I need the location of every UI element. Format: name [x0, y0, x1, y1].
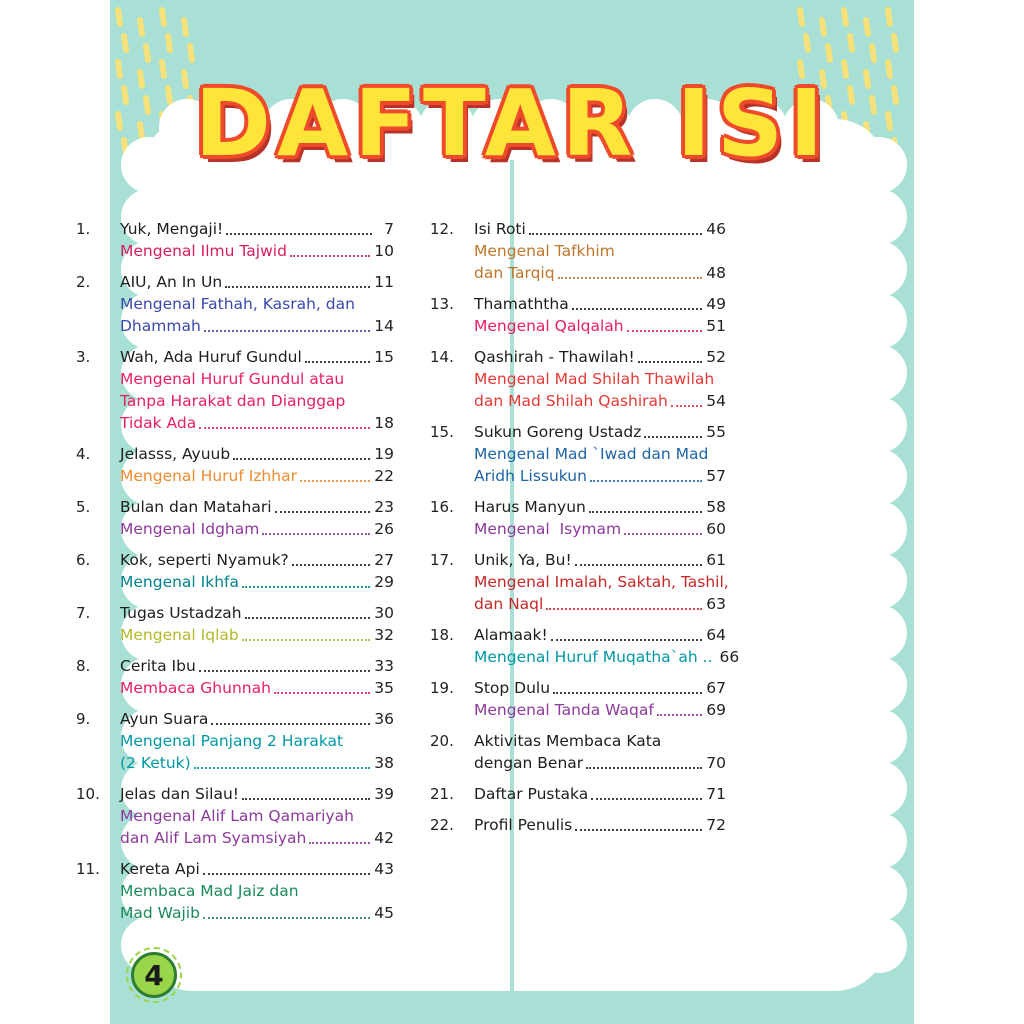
toc-dot-leader: [591, 798, 702, 800]
toc-entry-number: 22.: [430, 816, 454, 834]
toc-entry-number: 5.: [76, 498, 91, 516]
toc-subtitle: Mengenal Panjang 2 Harakat: [120, 732, 344, 750]
toc-subtitle-line: [474, 368, 726, 390]
toc-chapter-title: AIU, An In Un: [120, 273, 223, 291]
toc-subtitle-line: [120, 730, 394, 752]
toc-subtitle: (2 Ketuk): [120, 754, 191, 772]
toc-entry-number: 14.: [430, 348, 454, 366]
toc-page-number: 38: [374, 754, 394, 772]
page-number: 4: [144, 958, 164, 992]
toc-entry[interactable]: [430, 346, 726, 412]
decorative-dash: [894, 36, 896, 50]
toc-chapter-title-line: [120, 783, 394, 805]
toc-entry-number: 7.: [76, 604, 91, 622]
toc-subtitle: dan Naql: [474, 595, 544, 613]
toc-dot-leader: [638, 361, 703, 363]
toc-entry-number: 16.: [430, 498, 454, 516]
toc-chapter-title-line: [120, 858, 394, 880]
toc-page-number: 46: [706, 220, 726, 238]
toc-page-number: 22: [374, 467, 394, 485]
toc-subtitle: Mengenal Imalah, Saktah, Tashil,: [474, 573, 729, 591]
decorative-dash: [162, 10, 164, 24]
toc-page-number: 15: [374, 348, 394, 366]
toc-subtitle-line: [474, 443, 726, 465]
toc-dot-leader: [589, 511, 702, 513]
toc-subtitle-line: [120, 902, 394, 924]
toc-page-number: 32: [374, 626, 394, 644]
toc-subtitle-line: [120, 805, 394, 827]
toc-chapter-title: Yuk, Mengaji!: [120, 220, 224, 238]
decorative-dash: [124, 36, 126, 50]
toc-subtitle: Mengenal Idgham: [120, 520, 260, 538]
toc-page-number: 67: [706, 679, 726, 697]
decorative-dash: [800, 10, 802, 24]
toc-dot-leader: [671, 405, 702, 407]
toc-page-number: 14: [374, 317, 394, 335]
toc-chapter-title-line: [474, 783, 726, 805]
toc-entry-number: 9.: [76, 710, 91, 728]
toc-chapter-title: Profil Penulis: [474, 816, 573, 834]
toc-subtitle: Dhammah: [120, 317, 201, 335]
decorative-dash: [872, 46, 874, 60]
toc-dot-leader: [309, 842, 370, 844]
toc-dot-leader: [546, 608, 702, 610]
decorative-dash: [118, 10, 120, 24]
toc-dot-leader: [203, 873, 371, 875]
toc-page-number: 60: [706, 520, 726, 538]
toc-subtitle-line: [474, 646, 740, 668]
toc-entry-number: 10.: [76, 785, 100, 803]
toc-subtitle-line: [474, 240, 726, 262]
decorative-dash: [888, 10, 890, 24]
toc-subtitle-line: [120, 571, 394, 593]
toc-subtitle: dengan Benar: [474, 754, 584, 772]
toc-entry-number: 18.: [430, 626, 454, 644]
toc-subtitle-line: [120, 677, 394, 699]
toc-dot-leader: [586, 767, 702, 769]
toc-subtitle-line: [120, 315, 394, 337]
toc-dot-leader: [274, 692, 370, 694]
toc-page-number: 48: [706, 264, 726, 282]
toc-subtitle: dan Alif Lam Syamsiyah: [120, 829, 307, 847]
toc-page-number: 63: [706, 595, 726, 613]
toc-dot-leader: [242, 586, 370, 588]
toc-subtitle: Mengenal Ilmu Tajwid: [120, 242, 287, 260]
toc-subtitle: Mengenal Ikhfa: [120, 573, 239, 591]
toc-chapter-title: Daftar Pustaka: [474, 785, 589, 803]
toc-dot-leader: [262, 533, 370, 535]
toc-page-number: 23: [374, 498, 394, 516]
toc-page-number: 33: [374, 657, 394, 675]
toc-dot-leader: [211, 723, 370, 725]
toc-chapter-title: Cerita Ibu: [120, 657, 196, 675]
toc-subtitle: Aridh Lissukun: [474, 467, 587, 485]
toc-subtitle-line: [474, 518, 726, 540]
toc-chapter-title-line: [474, 549, 726, 571]
toc-dot-leader: [300, 480, 370, 482]
toc-chapter-title: Bulan dan Matahari: [120, 498, 272, 516]
toc-subtitle: Mengenal Qalqalah: [474, 317, 624, 335]
toc-entry[interactable]: [76, 858, 394, 924]
toc-entry-number: 15.: [430, 423, 454, 441]
toc-entry-number: 19.: [430, 679, 454, 697]
toc-subtitle-line: [120, 240, 394, 262]
decorative-dash: [850, 36, 852, 50]
toc-subtitle: Mengenal Tafkhim: [474, 242, 615, 260]
toc-chapter-title: Tugas Ustadzah: [120, 604, 242, 622]
toc-dot-leader: [225, 286, 370, 288]
toc-chapter-title: Sukun Goreng Ustadz: [474, 423, 642, 441]
toc-dot-leader: [627, 330, 703, 332]
toc-subtitle-line: [474, 315, 726, 337]
toc-dot-leader: [292, 564, 370, 566]
toc-page-number: 71: [706, 785, 726, 803]
toc-column-left: [76, 218, 394, 933]
toc-page-number: 39: [374, 785, 394, 803]
toc-entry-number: 6.: [76, 551, 91, 569]
toc-chapter-title: Stop Dulu: [474, 679, 551, 697]
toc-chapter-title: Aktivitas Membaca Kata: [474, 732, 662, 750]
toc-subtitle: dan Mad Shilah Qashirah: [474, 392, 668, 410]
toc-dot-leader: [558, 277, 703, 279]
toc-page-number: 26: [374, 520, 394, 538]
toc-subtitle: Mad Wajib: [120, 904, 200, 922]
toc-subtitle-line: [120, 752, 394, 774]
toc-chapter-title-line: [474, 730, 726, 752]
toc-entry[interactable]: [430, 218, 726, 284]
decorative-dash: [866, 20, 868, 34]
toc-dot-leader: [226, 233, 372, 235]
toc-entry-number: 2.: [76, 273, 91, 291]
page-number-badge: [131, 952, 177, 998]
toc-page-number: 70: [706, 754, 726, 772]
decorative-dash: [168, 36, 170, 50]
toc-subtitle-line: [474, 262, 726, 284]
toc-subtitle: Tidak Ada: [120, 414, 197, 432]
toc-dot-leader: [657, 714, 702, 716]
toc-page-number: 43: [374, 860, 394, 878]
toc-chapter-title: Kereta Api: [120, 860, 200, 878]
toc-subtitle: Mengenal Mad Shilah Thawilah: [474, 370, 715, 388]
toc-chapter-title-line: [120, 708, 394, 730]
toc-dot-leader: [204, 330, 370, 332]
toc-entry[interactable]: [76, 783, 394, 849]
toc-page-number: 18: [374, 414, 394, 432]
toc-entry-number: 1.: [76, 220, 91, 238]
toc-chapter-title-line: [120, 496, 394, 518]
toc-dot-leader: [199, 427, 370, 429]
toc-entry[interactable]: [430, 814, 726, 836]
toc-subtitle: Mengenal Huruf Muqatha`ah ..: [474, 648, 713, 666]
decorative-dash: [806, 36, 808, 50]
toc-subtitle: Mengenal Huruf Gundul atau: [120, 370, 345, 388]
toc-chapter-title: Alamaak!: [474, 626, 548, 644]
toc-subtitle-line: [474, 571, 729, 593]
toc-chapter-title: Jelas dan Silau!: [120, 785, 239, 803]
toc-dot-leader: [245, 617, 371, 619]
toc-dot-leader: [203, 917, 370, 919]
toc-subtitle-line: [474, 699, 726, 721]
toc-dot-leader: [529, 233, 702, 235]
toc-chapter-title: Thamaththa: [474, 295, 569, 313]
toc-dot-leader: [275, 511, 371, 513]
toc-page-number: 30: [374, 604, 394, 622]
toc-chapter-title-line: [120, 655, 394, 677]
toc-chapter-title-line: [120, 602, 394, 624]
toc-page-number: 54: [706, 392, 726, 410]
toc-chapter-title-line: [120, 346, 394, 368]
page-title: DAFTAR ISI: [194, 70, 830, 177]
toc-entry[interactable]: [76, 549, 394, 593]
toc-chapter-title-line: [120, 271, 394, 293]
toc-chapter-title-line: [474, 293, 726, 315]
toc-subtitle: Mengenal Alif Lam Qamariyah: [120, 807, 354, 825]
toc-entry[interactable]: [76, 496, 394, 540]
toc-dot-leader: [233, 458, 370, 460]
toc-page-number: 10: [374, 242, 394, 260]
toc-entry-number: 20.: [430, 732, 454, 750]
toc-page-number: 45: [374, 904, 394, 922]
toc-entry[interactable]: [76, 655, 394, 699]
toc-chapter-title-line: [474, 421, 726, 443]
toc-subtitle-line: [120, 390, 394, 412]
toc-entry[interactable]: [76, 346, 394, 434]
toc-subtitle: Mengenal Isymam: [474, 520, 622, 538]
toc-chapter-title-line: [474, 346, 726, 368]
toc-dot-leader: [199, 670, 370, 672]
toc-subtitle-line: [474, 752, 726, 774]
toc-entry[interactable]: [76, 271, 394, 337]
toc-entry-number: 4.: [76, 445, 91, 463]
toc-dot-leader: [572, 308, 703, 310]
toc-subtitle-line: [120, 518, 394, 540]
toc-entry-number: 3.: [76, 348, 91, 366]
toc-subtitle-line: [120, 368, 394, 390]
toc-subtitle: Mengenal Tanda Waqaf: [474, 701, 654, 719]
toc-page-number: 64: [706, 626, 726, 644]
toc-chapter-title-line: [120, 218, 394, 240]
toc-subtitle: Mengenal Mad `Iwad dan Mad: [474, 445, 709, 463]
toc-chapter-title-line: [474, 677, 726, 699]
toc-entry[interactable]: [430, 624, 740, 668]
toc-page-number: 49: [706, 295, 726, 313]
toc-entry[interactable]: [430, 421, 726, 487]
toc-subtitle-line: [474, 593, 726, 615]
toc-page-number: 11: [374, 273, 394, 291]
toc-chapter-title: Unik, Ya, Bu!: [474, 551, 572, 569]
toc-entry[interactable]: [430, 730, 726, 774]
toc-chapter-title: Jelasss, Ayuub: [120, 445, 231, 463]
toc-chapter-title: Ayun Suara: [120, 710, 209, 728]
toc-dot-leader: [551, 639, 703, 641]
toc-entry[interactable]: [76, 602, 394, 646]
decorative-dash: [828, 46, 830, 60]
decorative-dash: [844, 10, 846, 24]
toc-subtitle-line: [120, 293, 394, 315]
toc-page-number: 72: [706, 816, 726, 834]
toc-dot-leader: [575, 829, 702, 831]
toc-entry[interactable]: [76, 218, 394, 262]
toc-subtitle-line: [474, 465, 726, 487]
toc-entry-number: 13.: [430, 295, 454, 313]
toc-entry-number: 11.: [76, 860, 100, 878]
toc-page-number: 27: [374, 551, 394, 569]
toc-dot-leader: [575, 564, 703, 566]
toc-dot-leader: [290, 255, 370, 257]
toc-entry[interactable]: [76, 443, 394, 487]
toc-entry-number: 12.: [430, 220, 454, 238]
toc-chapter-title: Qashirah - Thawilah!: [474, 348, 635, 366]
toc-page-number: 58: [706, 498, 726, 516]
decorative-dash: [140, 20, 142, 34]
toc-page-number: 7: [384, 220, 394, 238]
toc-subtitle-line: [120, 827, 394, 849]
toc-page-number: 55: [706, 423, 726, 441]
toc-subtitle-line: [120, 624, 394, 646]
toc-page-number: 42: [374, 829, 394, 847]
toc-dot-leader: [624, 533, 702, 535]
toc-subtitle: Membaca Mad Jaiz dan: [120, 882, 299, 900]
toc-page-number: 29: [374, 573, 394, 591]
toc-entry[interactable]: [430, 293, 726, 337]
toc-page-number: 51: [706, 317, 726, 335]
toc-page-number: 36: [374, 710, 394, 728]
toc-dot-leader: [242, 639, 371, 641]
toc-chapter-title-line: [120, 549, 394, 571]
toc-column-right: [430, 218, 740, 845]
toc-chapter-title: Kok, seperti Nyamuk?: [120, 551, 289, 569]
toc-dot-leader: [553, 692, 702, 694]
toc-page-number: 35: [374, 679, 394, 697]
toc-subtitle-line: [120, 465, 394, 487]
toc-chapter-title: Harus Manyun: [474, 498, 586, 516]
toc-subtitle: Membaca Ghunnah: [120, 679, 271, 697]
decorative-dash: [822, 20, 824, 34]
toc-chapter-title-line: [474, 624, 726, 646]
toc-page-number: 52: [706, 348, 726, 366]
toc-entry-number: 17.: [430, 551, 454, 569]
toc-subtitle: Mengenal Fathah, Kasrah, dan: [120, 295, 355, 313]
toc-chapter-title-line: [474, 814, 726, 836]
toc-dot-leader: [590, 480, 702, 482]
decorative-dash: [184, 20, 186, 34]
toc-chapter-title-line: [474, 218, 726, 240]
toc-entry-number: 8.: [76, 657, 91, 675]
toc-chapter-title-line: [120, 443, 394, 465]
toc-entry[interactable]: [430, 677, 726, 721]
toc-dot-leader: [194, 767, 371, 769]
toc-subtitle-line: [120, 412, 394, 434]
toc-subtitle: Tanpa Harakat dan Dianggap: [120, 392, 346, 410]
toc-chapter-title: Wah, Ada Huruf Gundul: [120, 348, 302, 366]
toc-page-number: 57: [706, 467, 726, 485]
toc-dot-leader: [305, 361, 370, 363]
toc-entry[interactable]: [76, 708, 394, 774]
decorative-dash: [146, 46, 148, 60]
toc-page-number: 61: [706, 551, 726, 569]
toc-entry[interactable]: [430, 783, 726, 805]
toc-dot-leader: [242, 798, 370, 800]
decorative-dash: [190, 46, 192, 60]
toc-subtitle: dan Tarqiq: [474, 264, 555, 282]
toc-chapter-title-line: [474, 496, 726, 518]
toc-subtitle-line: [120, 880, 394, 902]
toc-chapter-title: Isi Roti: [474, 220, 526, 238]
toc-subtitle: Mengenal Huruf Izhhar: [120, 467, 297, 485]
toc-page-number: 66: [719, 648, 740, 666]
toc-entry[interactable]: [430, 549, 729, 615]
toc-dot-leader: [644, 436, 702, 438]
toc-page-number: 19: [374, 445, 394, 463]
toc-entry[interactable]: [430, 496, 726, 540]
toc-subtitle-line: [474, 390, 726, 412]
toc-entry-number: 21.: [430, 785, 454, 803]
toc-page-number: 69: [706, 701, 726, 719]
toc-subtitle: Mengenal Iqlab: [120, 626, 239, 644]
